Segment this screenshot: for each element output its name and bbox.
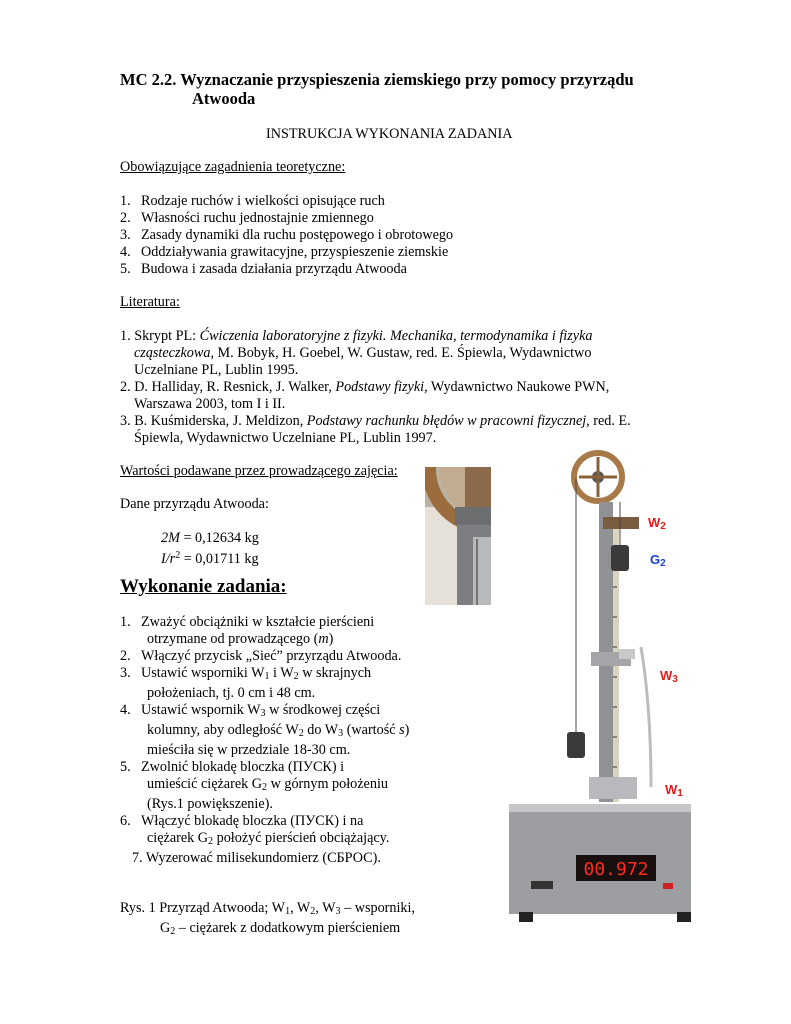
title-line-2: Atwooda: [192, 89, 256, 108]
reference-3: 3. B. Kuśmiderska, J. Meldizon, Podstawy rachunku błędów w pracowni fizycznej, red. E.: [120, 413, 631, 429]
reference-2: 2. D. Halliday, R. Resnick, J. Walker, Podstawy fizyki, Wydawnictwo Naukowe PWN,: [120, 379, 610, 395]
list-item: 5. Budowa i zasada działania przyrządu Atwooda: [120, 261, 407, 277]
literature-heading: Literatura:: [120, 294, 180, 310]
reference-1: 1. Skrypt PL: Ćwiczenia laboratoryjne z fizyki. Mechanika, termodynamika i fizyka: [120, 328, 593, 344]
subtitle: INSTRUKCJA WYKONANIA ZADANIA: [266, 126, 513, 142]
list-item: 4. Oddziaływania grawitacyjne, przyspieszenie ziemskie: [120, 244, 449, 260]
list-item: 3. Ustawić wsporniki $W_1$ i $W_2$ w skrajnych: [120, 665, 372, 682]
list-item: 2. Własności ruchu jednostajnie zmiennego: [120, 210, 374, 226]
label-w3: $W_3$: [660, 668, 678, 685]
list-item: 6. Włączyć blokadę bloczka (ПУСК) i na: [120, 813, 364, 829]
procedure-heading: Wykonanie zadania:: [120, 576, 287, 597]
device-data-label: Dane przyrządu Atwooda:: [120, 496, 269, 512]
label-g2: $G_2$: [650, 552, 666, 569]
list-item: 1. Zważyć obciążniki w kształcie pierścieni: [120, 614, 375, 630]
value-i-r2: $I/r^2 = 0,01711$ kg: [161, 550, 259, 567]
literature-list: 1. Skrypt PL: Ćwiczenia laboratoryjne z fizyki. Mechanika, termodynamika i fizyka cząsteczkowa, M. Bobyk, H. Goebel, W. Gustaw, red. E. Śpiewla, Wydawnictwo Uczelniane PL, Lublin 1995. 2. D. Halliday, R. Resnick, J. Walker, Podstawy fizyki, Wydawnictwo Naukowe PWN, Warszawa 2003, tom I i II. 3. B. Kuśmiderska, J. Meldizon, Podstawy rachunku błędów w pracowni fizycznej, red. E. Śpiewla, Wydawnictwo Uczelniane PL, Lublin 1997.: [120, 328, 631, 446]
value-2m: 2M = 0,12634 kg: [161, 530, 259, 546]
figure-caption: Rys. 1 Przyrząd Atwooda; $W_1$, $W_2$, $W_3$ – wsporniki, $G_2$ – ciężarek z dodatkowym pierścieniem: [120, 900, 416, 937]
procedure-list: 1. Zważyć obciążniki w kształcie pierścieni otrzymane od prowadzącego (m) 2. Włączyć przycisk „Sieć” przyrządu Atwooda. 3. Ustawić wsporniki $W_1$ i $W_2$ w skrajnych położeniach, tj. 0 cm i 48 cm. 4. Ustawić wspornik $W_3$ w środkowej części kolumny, aby odległość $W_2$ do $W_3$ (wartość s) mieściła się w przedziale 18-30 cm. 5. Zwolnić blokadę bloczka (ПУСК) i umieścić ciężarek $G_2$ w górnym położeniu (Rys.1 powiększenie). 6. Włączyć blokadę bloczka (ПУСК) i na ciężarek $G_2$ położyć pierścień obciążający. 7. Wyzerować milisekundomierz (СБРОС).: [120, 614, 410, 866]
title-line-1: MC 2.2. Wyznaczanie przyspieszenia ziemskiego przy pomocy przyrządu: [120, 70, 634, 89]
label-w2: $W_2$: [648, 515, 666, 532]
list-item: 2. Włączyć przycisk „Sieć” przyrządu Atwooda.: [120, 648, 402, 664]
document-title: [120, 70, 680, 108]
list-item: 3. Zasady dynamiki dla ruchu postępowego i obrotowego: [120, 227, 454, 243]
theory-list: [120, 193, 453, 278]
list-item: 4. Ustawić wspornik $W_3$ w środkowej części: [120, 702, 381, 719]
atwood-machine-photo: [491, 447, 707, 940]
label-w1: $W_1$: [665, 782, 683, 799]
list-item: 7. Wyzerować milisekundomierz (СБРОС).: [132, 850, 381, 866]
list-item: 5. Zwolnić blokadę bloczka (ПУСК) i: [120, 759, 345, 775]
theory-heading: Obowiązujące zagadnienia teoretyczne:: [120, 159, 346, 175]
list-item: 1. Rodzaje ruchów i wielkości opisujące ruch: [120, 193, 385, 209]
timer-display: 00.972: [583, 859, 649, 880]
values-heading: Wartości podawane przez prowadzącego zajęcia:: [120, 463, 398, 479]
